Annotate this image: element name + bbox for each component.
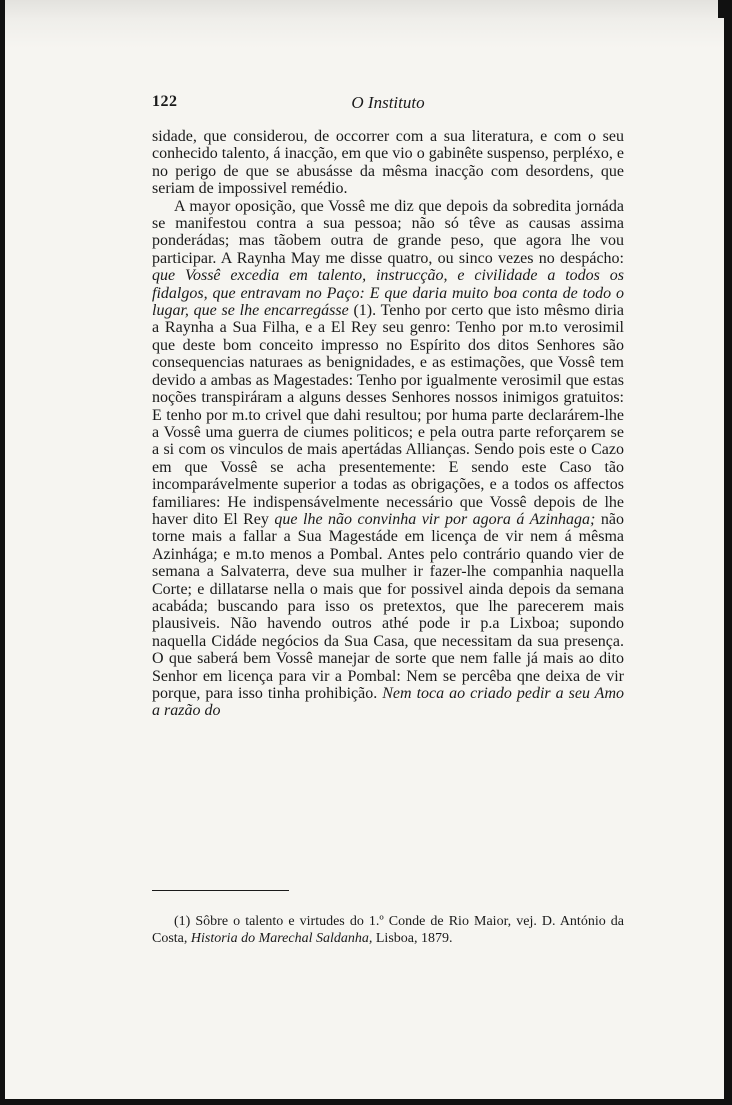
text-run: (1) Sôbre o talento e virtudes do 1.º Conde de Rio Maior, vej. D. António da Costa, <box>152 914 624 946</box>
body-paragraph <box>152 198 624 720</box>
text-run: Lisboa, 1879. <box>372 931 453 946</box>
running-header <box>152 93 624 115</box>
page-number: 122 <box>152 93 178 110</box>
body-text <box>152 128 624 720</box>
text-run: não torne mais a fallar a Sua Magestáde em licença de vir nem á mêsma Azinhága; e m.to menos a Pombal. Antes pelo contrário quando vier de semana a Salvaterra, deve sua mulher ir fazer-lhe companhia naquella Corte; e dillatarse nella o mais que for possivel ainda depois da semana acabáda; buscando para isso os pretextos, que lhe parecerem mais plausiveis. Não havendo outros athé pode ir p.a Lixboa; supondo naquella Cidáde negócios da Sua Casa, que necessitam da sua presença. O que saberá bem Vossê manejar de sorte que nem falle já mais ao dito Senhor em licença para vir a Pombal: Nem se percêba qne deixa de vir porque, para isso tinha prohibição. <box>152 510 624 702</box>
text-run: sidade, que considerou, de occorrer com a sua literatura, e com o seu conhecido talento, á inacção, em que vio o gabinête suspenso, perpléxo, e no perigo de que se abusásse da mêsma inacção com desordens, que seriam de impossivel remédio. <box>152 128 624 198</box>
body-paragraph <box>152 128 624 198</box>
footnote-divider <box>152 890 289 891</box>
text-run: (1). Tenho por certo que isto mêsmo diria a Raynha a Sua Filha, e a El Rey seu genro: Tenho por m.to verosimil que deste bom conceito impresso no Espírito dos ditos Senhores são consequencias naturaes as benignidades, e as estimações, que Vossê tem devido a ambas as Magestades: Tenho por igualmente verosimil que estas noções transpiráram a alguns desses Senhores nossos inimigos gratuitos: E tenho por m.to crivel que dahi resultou; por huma parte declarárem-lhe a Vossê uma guerra de ciumes politicos; e pela outra parte reforçarem se a si com os vinculos de mais apertádas Allianças. Sendo pois este o Cazo em que Vossê se acha presentemente: E sendo este Caso tão incomparávelmente superior a todas as obrigações, e a todos os affectos familiares: He indispensávelmente necessário que Vossê depois de lhe haver dito El Rey <box>152 302 625 528</box>
italic-text-run: que Vossê excedia em talento, instrucção, e civilidade a todos os fidalgos, que entravam no Paço: E que daria muito boa conta de todo o lugar, que se lhe encarregásse <box>152 267 624 320</box>
text-run: A mayor oposição, que Vossê me diz que depois da sobredita jornáda se manifestou contra a sua pessoa; não só têve as causas assima ponderádas; mas tãobem outra de grande peso, que agora lhe vou participar. A Raynha May me disse quatro, ou sinco vezes no despácho: <box>152 197 624 267</box>
footnote <box>152 913 624 947</box>
italic-text-run: Nem toca ao criado pedir a seu Amo a razão do <box>152 685 624 720</box>
italic-text-run: Historia do Marechal Saldanha, <box>190 931 373 946</box>
running-title: O Instituto <box>351 93 425 112</box>
italic-text-run: que lhe não convinha vir por agora á Azinhaga; <box>274 510 596 528</box>
footnotes <box>152 913 624 947</box>
